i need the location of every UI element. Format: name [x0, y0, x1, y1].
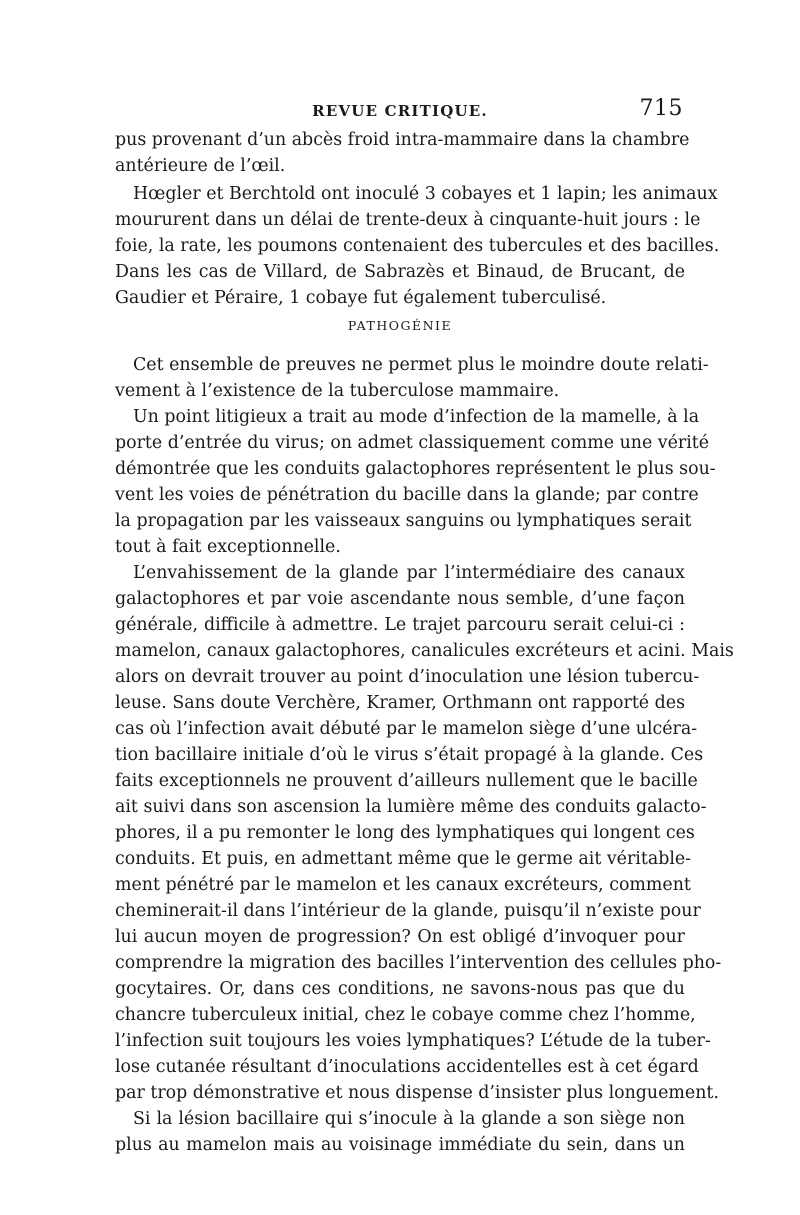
text-line: Cet ensemble de preuves ne permet plus le moindre doute relati-: [133, 355, 709, 375]
text-line: vent les voies de pénétration du bacille dans la glande; par contre: [115, 485, 699, 505]
text-line: chancre tuberculeux initial, chez le cobaye comme chez l’homme,: [115, 1005, 696, 1025]
text-line: comprendre la migration des bacilles l’intervention des cellules pho-: [115, 953, 722, 973]
text-line: générale, difficile à admettre. Le trajet parcouru serait celui-ci :: [115, 615, 685, 635]
text-line: cheminerait-il dans l’intérieur de la glande, puisqu’il n’existe pour: [115, 901, 701, 921]
text-line: pus provenant d’un abcès froid intra-mammaire dans la chambre: [115, 130, 690, 150]
text-line: porte d’entrée du virus; on admet classiquement comme une vérité: [115, 433, 710, 453]
text-line: galactophores et par voie ascendante nous semble, d’une façon: [115, 589, 685, 609]
text-line: foie, la rate, les poumons contenaient des tubercules et des bacilles.: [115, 236, 720, 256]
text-line: lose cutanée résultant d’inoculations accidentelles est à cet égard: [115, 1057, 699, 1077]
text-line: plus au mamelon mais au voisinage immédiate du sein, dans un: [115, 1135, 685, 1155]
text-line: lui aucun moyen de progression? On est obligé d’invoquer pour: [115, 927, 685, 947]
text-line: mamelon, canaux galactophores, canalicules excréteurs et acini. Mais: [115, 641, 734, 661]
text-line: la propagation par les vaisseaux sanguins ou lymphatiques serait: [115, 511, 692, 531]
text-line: leuse. Sans doute Verchère, Kramer, Orthmann ont rapporté des: [115, 693, 685, 713]
text-line: moururent dans un délai de trente-deux à cinquante-huit jours : le: [115, 210, 701, 230]
text-line: tion bacillaire initiale d’où le virus s’était propagé à la glande. Ces: [115, 745, 704, 765]
page-number: 715: [639, 96, 683, 121]
text-line: Hœgler et Berchtold ont inoculé 3 cobayes et 1 lapin; les animaux: [133, 184, 718, 204]
text-line: gocytaires. Or, dans ces conditions, ne savons-nous pas que du: [115, 979, 685, 999]
text-line: cas où l’infection avait débuté par le mamelon siège d’une ulcéra-: [115, 719, 698, 739]
text-line: ment pénétré par le mamelon et les canaux excréteurs, comment: [115, 875, 691, 895]
running-title: REVUE CRITIQUE.: [312, 102, 488, 120]
text-line: phores, il a pu remonter le long des lymphatiques qui longent ces: [115, 823, 695, 843]
section-heading: PATHOGÉNIE: [347, 318, 453, 333]
text-line: démontrée que les conduits galactophores représentent le plus sou-: [115, 459, 716, 479]
text-line: tout à fait exceptionnelle.: [115, 537, 341, 557]
text-line: Si la lésion bacillaire qui s’inocule à la glande a son siège non: [133, 1109, 685, 1129]
running-header: [115, 96, 685, 126]
text-line: conduits. Et puis, en admettant même que le germe ait véritable-: [115, 849, 692, 869]
text-line: vement à l’existence de la tuberculose mammaire.: [115, 381, 560, 401]
text-line: par trop démonstrative et nous dispense d’insister plus longuement.: [115, 1083, 719, 1103]
text-line: ait suivi dans son ascension la lumière même des conduits galacto-: [115, 797, 707, 817]
text-line: Gaudier et Péraire, 1 cobaye fut également tuberculisé.: [115, 288, 607, 308]
text-line: antérieure de l’œil.: [115, 156, 286, 176]
text-line: L’envahissement de la glande par l’intermédiaire des canaux: [133, 563, 685, 583]
text-line: l’infection suit toujours les voies lymphatiques? L’étude de la tuber-: [115, 1031, 711, 1051]
text-line: faits exceptionnels ne prouvent d’ailleurs nullement que le bacille: [115, 771, 698, 791]
text-line: alors on devrait trouver au point d’inoculation une lésion tubercu-: [115, 667, 700, 687]
text-line: Un point litigieux a trait au mode d’infection de la mamelle, à la: [133, 407, 700, 427]
text-line: Dans les cas de Villard, de Sabrazès et Binaud, de Brucant, de: [115, 262, 685, 282]
